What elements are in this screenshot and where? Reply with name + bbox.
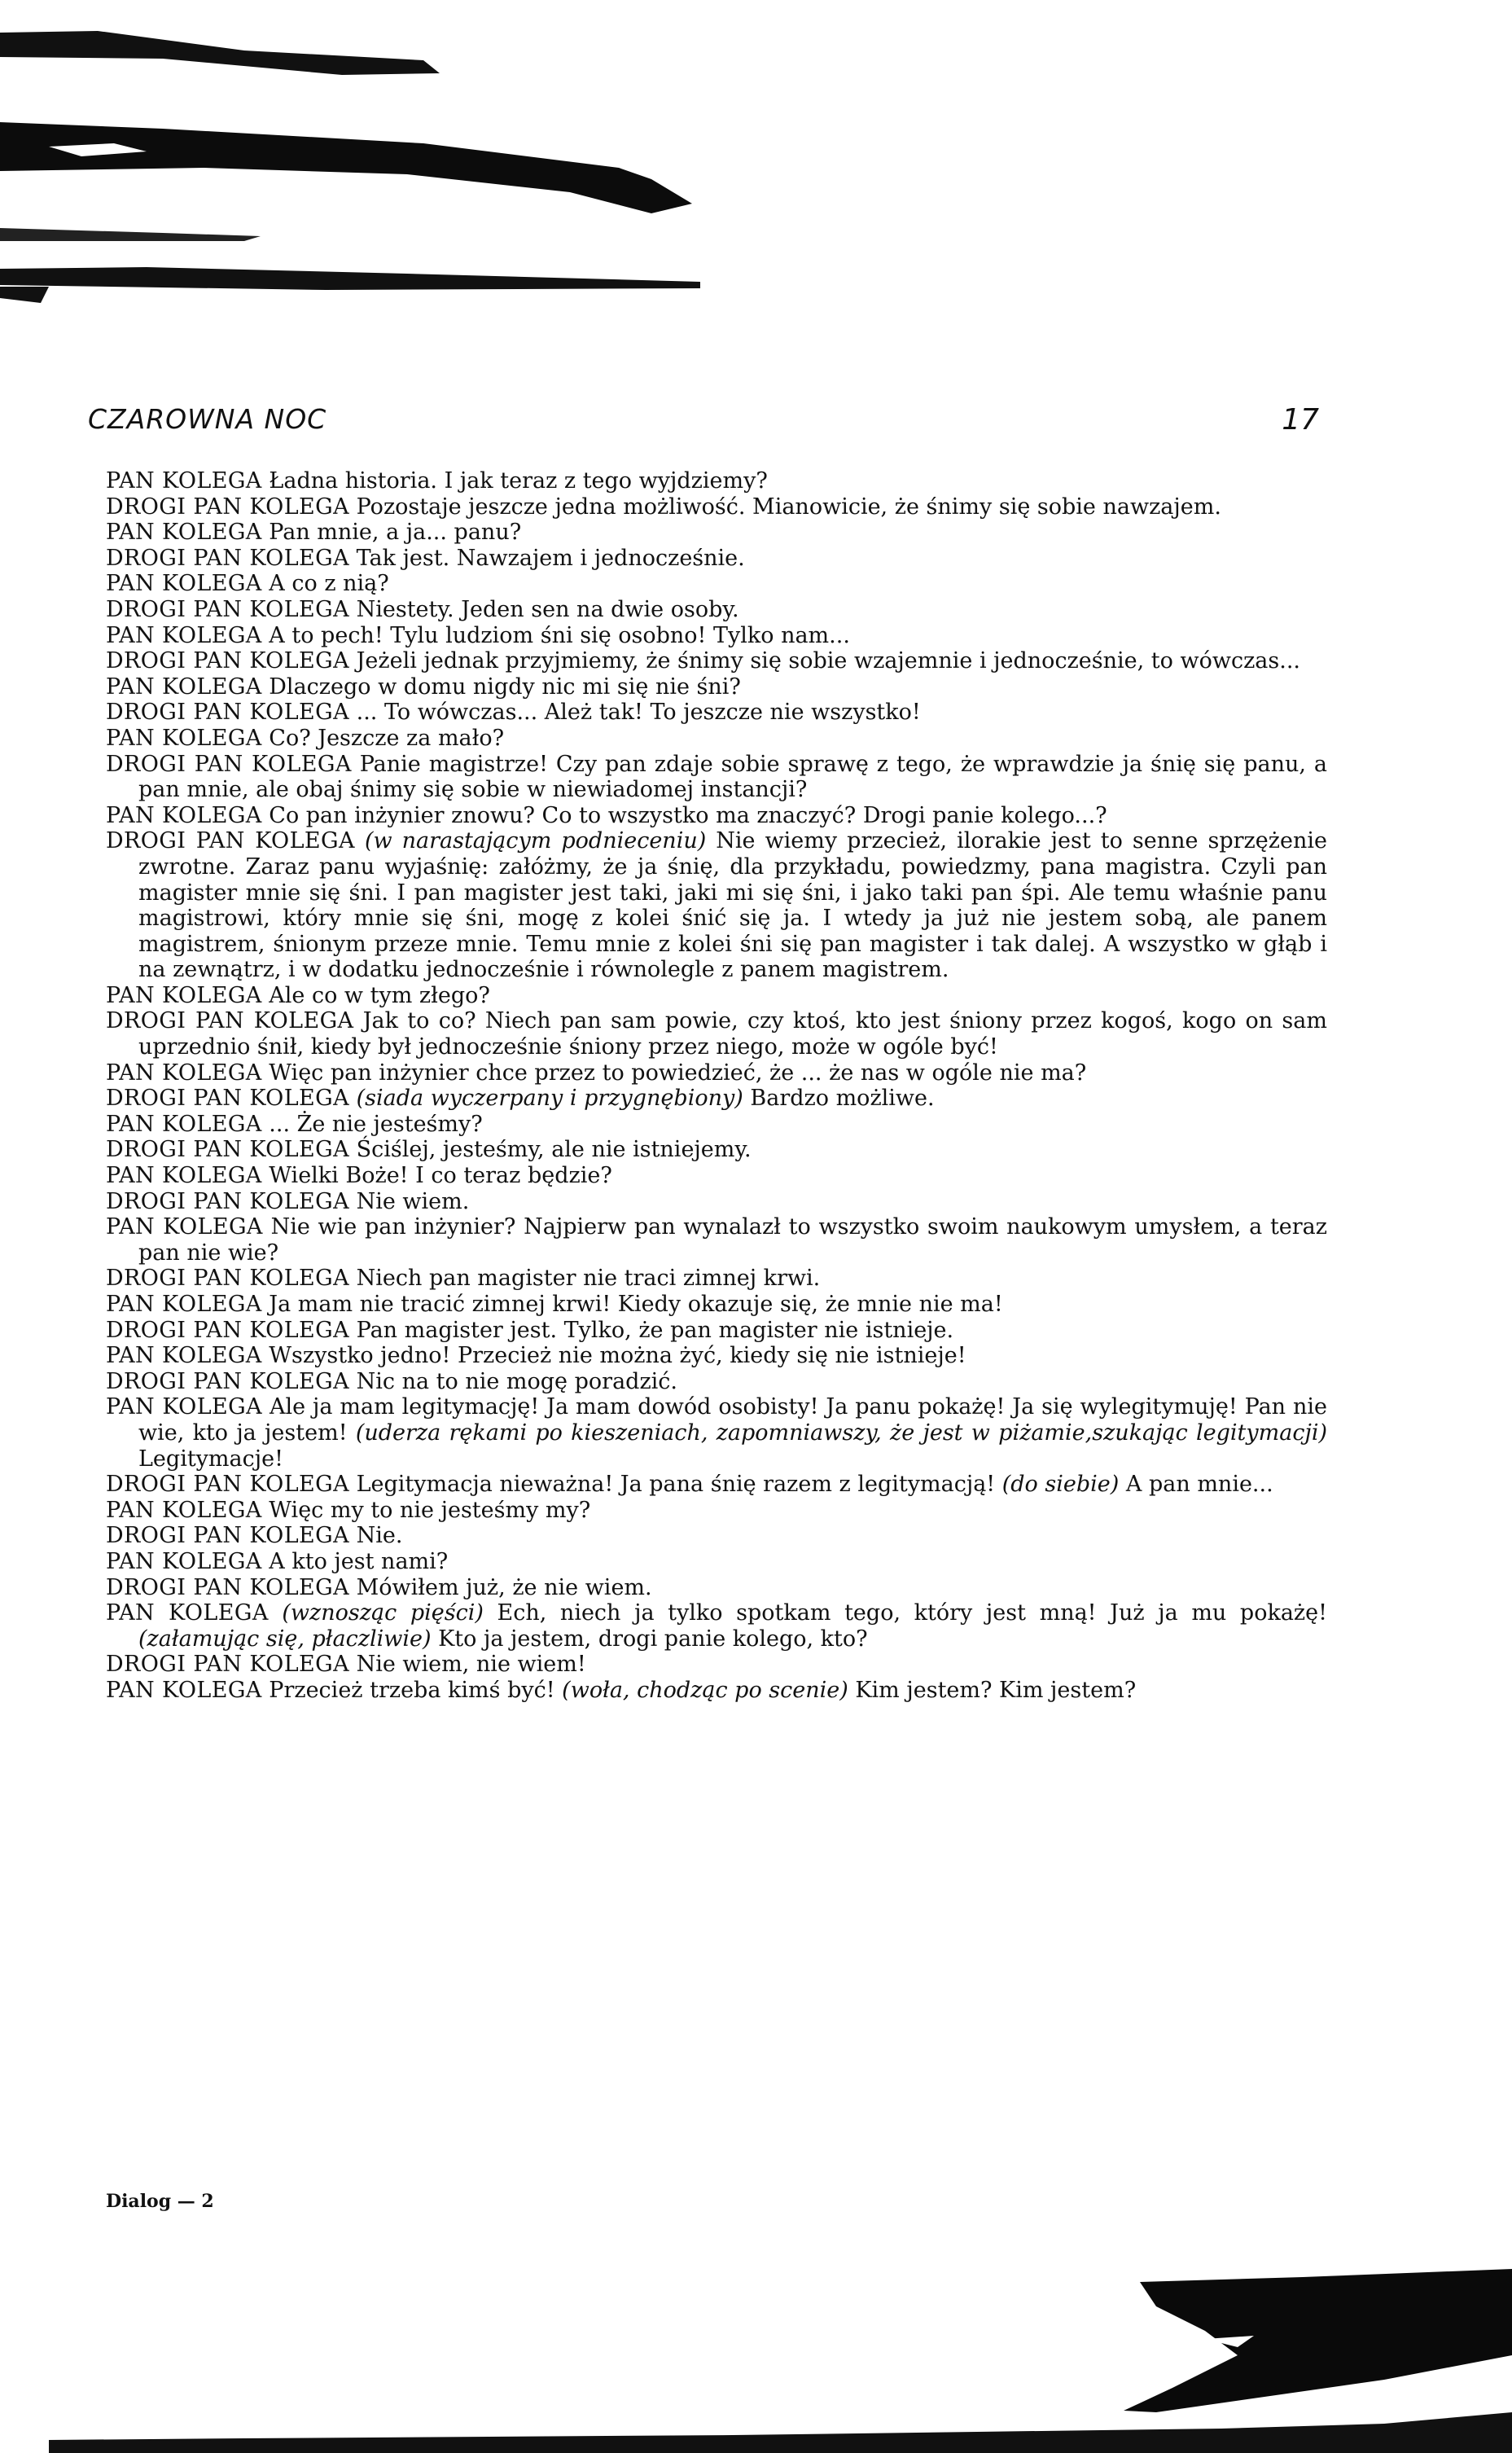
dialogue-line xyxy=(106,1318,1327,1344)
page-number: 17 xyxy=(1282,403,1319,437)
stage-direction: (siada wyczerpany i przygnębiony) xyxy=(356,1086,743,1112)
speaker-name: PAN KOLEGA xyxy=(106,1497,262,1523)
dialogue-line xyxy=(106,700,1327,726)
dialogue-line xyxy=(106,1575,1327,1601)
line-text: Ale ja mam legitymację! Ja mam dowód osobisty! Ja panu pokażę! Ja się wylegitymuję! Pan nie wie, kto ja jestem! xyxy=(138,1394,1327,1446)
line-text: Ja mam nie tracić zimnej krwi! Kiedy okazuje się, że mnie nie ma! xyxy=(269,1292,1003,1317)
speaker-name: DROGI PAN KOLEGA xyxy=(106,1574,350,1600)
speaker-name: PAN KOLEGA xyxy=(106,1292,262,1317)
line-text: Wielki Boże! I co teraz będzie? xyxy=(269,1163,612,1189)
scan-artifact-top xyxy=(0,0,1512,342)
speaker-name: PAN KOLEGA xyxy=(106,468,262,494)
stage-direction: (w narastającym podnieceniu) xyxy=(364,828,707,854)
dialogue-line xyxy=(106,1523,1327,1549)
speaker-name: PAN KOLEGA xyxy=(106,674,262,700)
speaker-name: PAN KOLEGA xyxy=(106,1214,263,1240)
line-text: Ale co w tym złego? xyxy=(269,982,490,1008)
line-text: Wszystko jedno! Przecież nie można żyć, kiedy się nie istnieje! xyxy=(269,1343,966,1369)
line-text: Bardzo możliwe. xyxy=(750,1086,935,1112)
dialogue-line xyxy=(106,1600,1327,1652)
stage-direction: (załamując się, płaczliwie) xyxy=(138,1626,432,1652)
speaker-name: DROGI PAN KOLEGA xyxy=(106,1086,350,1112)
line-text: A kto jest nami? xyxy=(269,1548,449,1574)
line-text: Przecież trzeba kimś być! xyxy=(269,1677,555,1703)
dialogue-line xyxy=(106,1112,1327,1138)
line-text: Nie. xyxy=(356,1523,403,1549)
line-text: Ściślej, jesteśmy, ale nie istniejemy. xyxy=(356,1137,752,1163)
dialogue-line xyxy=(106,1189,1327,1215)
speaker-name: PAN KOLEGA xyxy=(106,622,262,648)
dialogue-line xyxy=(106,674,1327,700)
stage-direction: (uderza rękami po kieszeniach, zapomniawszy, że jest w piżamie,szukając legitymacji) xyxy=(355,1420,1327,1446)
dialogue-line xyxy=(106,1214,1327,1266)
dialogue-line xyxy=(106,752,1327,803)
dialogue-line xyxy=(106,520,1327,546)
speaker-name: PAN KOLEGA xyxy=(106,1394,263,1420)
speaker-name: DROGI PAN KOLEGA xyxy=(106,700,350,726)
line-text: Więc pan inżynier chce przez to powiedzieć, że ... że nas w ogóle nie ma? xyxy=(269,1060,1087,1086)
speaker-name: PAN KOLEGA xyxy=(106,982,262,1008)
speaker-name: DROGI PAN KOLEGA xyxy=(106,1317,350,1343)
line-text: A co z nią? xyxy=(269,571,389,597)
dialogue-line xyxy=(106,1369,1327,1395)
dialogue-line xyxy=(106,983,1327,1009)
line-text: Nie wiemy przecież, ilorakie jest to senne sprzężenie zwrotne. Zaraz panu wyjaśnię: załóżmy, że ja śnię, dla przykładu, powiedzmy, pana magistra. Czyli pan magister mnie się śni. I pan magister jest taki, jaki mi się śni, i jako taki pan śpi. Ale temu właśnie panu magistrowi, który mnie się śni, mogę z kolei śnić się ja. I wtedy ja już nie jestem sobą, ale panem magistrem, śnionym przeze mnie. Temu mnie z kolei śni się pan magister i tak dalej. A wszystko w głąb i na zewnątrz, i w dodatku jednocześnie i równolegle z panem magistrem. xyxy=(138,828,1327,983)
line-text: Pan magister jest. Tylko, że pan magister nie istnieje. xyxy=(356,1317,954,1343)
line-text: Jeżeli jednak przyjmiemy, że śnimy się sobie wzajemnie i jednocześnie, to wówczas... xyxy=(356,648,1301,674)
dialogue-line xyxy=(106,623,1327,649)
dialogue-line xyxy=(106,571,1327,597)
speaker-name: DROGI PAN KOLEGA xyxy=(106,1008,354,1034)
line-text: Nic na to nie mogę poradzić. xyxy=(356,1368,678,1394)
line-text: Nie wiem. xyxy=(356,1188,470,1214)
speaker-name: PAN KOLEGA xyxy=(106,520,262,546)
dialogue-line xyxy=(106,494,1327,520)
dialogue-line xyxy=(106,1137,1327,1163)
speaker-name: DROGI PAN KOLEGA xyxy=(106,828,355,854)
speaker-name: PAN KOLEGA xyxy=(106,1111,262,1137)
dialogue-line xyxy=(106,1498,1327,1524)
speaker-name: PAN KOLEGA xyxy=(106,1060,262,1086)
dialogue-line xyxy=(106,1292,1327,1318)
dialogue-line xyxy=(106,828,1327,983)
dialogue-line xyxy=(106,726,1327,752)
running-title: CZAROWNA NOC xyxy=(88,403,327,435)
running-header xyxy=(88,403,1319,452)
line-text: A to pech! Tylu ludziom śni się osobno! Tylko nam... xyxy=(269,622,850,648)
line-text: Mówiłem już, że nie wiem. xyxy=(356,1574,652,1600)
dialogue-line xyxy=(106,1008,1327,1060)
speaker-name: DROGI PAN KOLEGA xyxy=(106,751,352,777)
dialogue-line xyxy=(106,546,1327,572)
dialogue-line xyxy=(106,1343,1327,1369)
speaker-name: DROGI PAN KOLEGA xyxy=(106,494,350,520)
speaker-name: PAN KOLEGA xyxy=(106,1163,262,1189)
dialogue-line xyxy=(106,1678,1327,1704)
speaker-name: DROGI PAN KOLEGA xyxy=(106,1472,350,1498)
line-text: ... Że nie jesteśmy? xyxy=(269,1111,483,1137)
line-text: Jak to co? Niech pan sam powie, czy ktoś, kto jest śniony przez kogoś, kogo on sam uprzednio śnił, kiedy był jednocześnie śniony przez niego, może w ogóle być! xyxy=(138,1008,1327,1060)
line-text: Nie wie pan inżynier? Najpierw pan wynalazł to wszystko swoim naukowym umysłem, a teraz pan nie wie? xyxy=(138,1214,1328,1266)
line-text: Pozostaje jeszcze jedna możliwość. Mianowicie, że śnimy się sobie nawzajem. xyxy=(356,494,1221,520)
dialogue-line xyxy=(106,803,1327,829)
line-text: Legitymacje! xyxy=(138,1446,283,1472)
stage-direction: (wznosząc pięści) xyxy=(282,1600,484,1626)
stage-direction: (woła, chodząc po scenie) xyxy=(562,1677,848,1703)
dialogue-line xyxy=(106,1266,1327,1292)
line-text: Niech pan magister nie traci zimnej krwi. xyxy=(356,1266,821,1292)
speaker-name: DROGI PAN KOLEGA xyxy=(106,648,350,674)
line-text: Tak jest. Nawzajem i jednocześnie. xyxy=(356,545,745,571)
scan-artifact-bottom xyxy=(0,2258,1512,2453)
speaker-name: PAN KOLEGA xyxy=(106,571,262,597)
dialogue-line xyxy=(106,1086,1327,1112)
speaker-name: DROGI PAN KOLEGA xyxy=(106,1137,350,1163)
speaker-name: DROGI PAN KOLEGA xyxy=(106,1652,350,1678)
stage-direction: (do siebie) xyxy=(1001,1472,1120,1498)
speaker-name: DROGI PAN KOLEGA xyxy=(106,1368,350,1394)
line-text: Dlaczego w domu nigdy nic mi się nie śni? xyxy=(269,674,741,700)
speaker-name: PAN KOLEGA xyxy=(106,1548,262,1574)
speaker-name: DROGI PAN KOLEGA xyxy=(106,1266,350,1292)
line-text: Kto ja jestem, drogi panie kolego, kto? xyxy=(438,1626,868,1652)
dialogue-line xyxy=(106,1472,1327,1498)
dialogue-body xyxy=(106,468,1327,1704)
speaker-name: DROGI PAN KOLEGA xyxy=(106,1188,350,1214)
speaker-name: DROGI PAN KOLEGA xyxy=(106,596,350,622)
dialogue-line xyxy=(106,1549,1327,1575)
line-text: Niestety. Jeden sen na dwie osoby. xyxy=(356,596,739,622)
line-text: Ech, niech ja tylko spotkam tego, który jest mną! Już ja mu pokażę! xyxy=(497,1600,1327,1626)
dialogue-line xyxy=(106,1060,1327,1086)
dialogue-line xyxy=(106,1394,1327,1472)
line-text: Nie wiem, nie wiem! xyxy=(356,1652,586,1678)
signature-mark: Dialog — 2 xyxy=(106,2191,214,2212)
speaker-name: PAN KOLEGA xyxy=(106,1677,262,1703)
line-text: Panie magistrze! Czy pan zdaje sobie sprawę z tego, że wprawdzie ja śnię się panu, a pan mnie, ale obaj śnimy się sobie w niewiadomej instancji? xyxy=(138,751,1327,803)
speaker-name: PAN KOLEGA xyxy=(106,802,262,828)
speaker-name: DROGI PAN KOLEGA xyxy=(106,545,350,571)
line-text: Ładna historia. I jak teraz z tego wyjdziemy? xyxy=(269,468,768,494)
line-text: Co pan inżynier znowu? Co to wszystko ma znaczyć? Drogi panie kolego...? xyxy=(269,802,1107,828)
line-text: Kim jestem? Kim jestem? xyxy=(855,1677,1137,1703)
speaker-name: PAN KOLEGA xyxy=(106,725,262,751)
dialogue-line xyxy=(106,468,1327,494)
line-text: Co? Jeszcze za mało? xyxy=(269,725,505,751)
line-text: Legitymacja nieważna! Ja pana śnię razem z legitymacją! xyxy=(356,1472,996,1498)
speaker-name: DROGI PAN KOLEGA xyxy=(106,1523,350,1549)
dialogue-line xyxy=(106,1652,1327,1678)
line-text: A pan mnie... xyxy=(1125,1472,1273,1498)
line-text: Pan mnie, a ja... panu? xyxy=(269,520,522,546)
speaker-name: PAN KOLEGA xyxy=(106,1343,262,1369)
speaker-name: PAN KOLEGA xyxy=(106,1600,269,1626)
line-text: ... To wówczas... Ależ tak! To jeszcze nie wszystko! xyxy=(356,700,921,726)
dialogue-line xyxy=(106,1163,1327,1189)
line-text: Więc my to nie jesteśmy my? xyxy=(269,1497,591,1523)
dialogue-line xyxy=(106,597,1327,623)
dialogue-line xyxy=(106,648,1327,674)
